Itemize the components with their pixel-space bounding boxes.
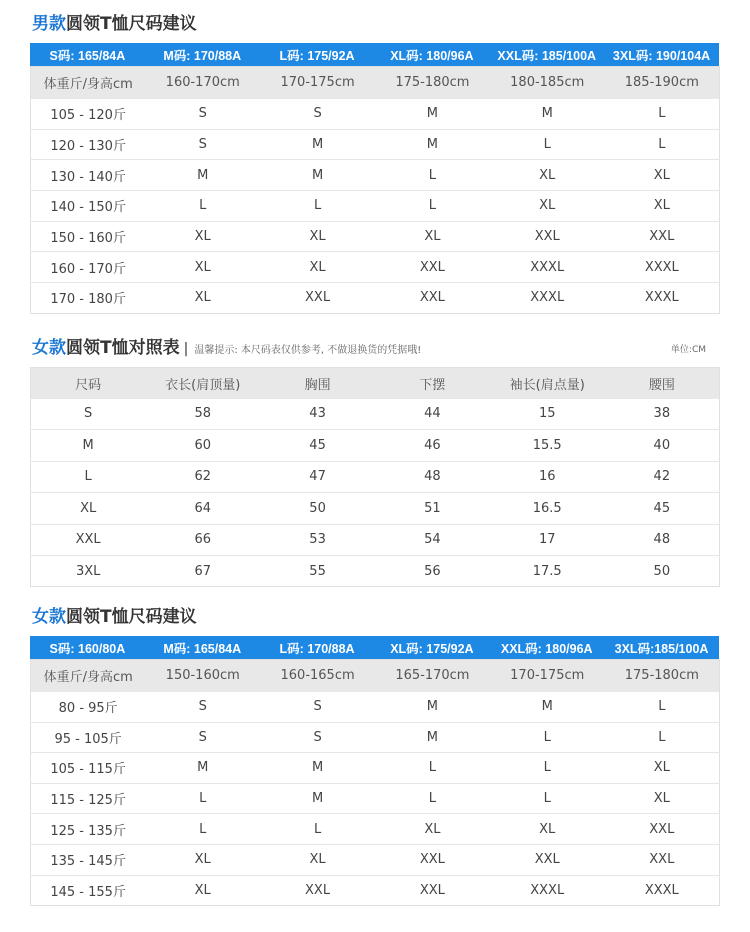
size-cell: L — [260, 191, 375, 222]
size-cell: XXXL — [605, 283, 720, 314]
size-cell: XXL — [260, 875, 375, 906]
size-cell: S — [145, 722, 260, 753]
men-size-bar — [30, 43, 719, 66]
size-cell: XL — [375, 814, 490, 845]
table-row — [31, 99, 720, 130]
header-cell: 180-185cm — [490, 67, 605, 99]
size-cell: XXXL — [605, 875, 720, 906]
men-size-title — [32, 9, 197, 34]
size-cell: L — [375, 191, 490, 222]
women-measure-table — [30, 367, 720, 587]
row-label-cell: S — [31, 399, 146, 430]
size-cell: XXL — [605, 814, 720, 845]
table-header-row — [31, 660, 720, 692]
header-cell: 175-180cm — [605, 660, 720, 692]
size-cell: 50 — [605, 555, 720, 586]
row-label-cell: 170 - 180斤 — [31, 283, 146, 314]
size-cell: 15 — [490, 399, 605, 430]
table-header-row — [31, 67, 720, 99]
size-cell: M — [375, 129, 490, 160]
size-cell: 16.5 — [490, 493, 605, 524]
size-cell: M — [260, 129, 375, 160]
table-row — [31, 783, 720, 814]
header-cell: 腰围 — [605, 368, 720, 399]
size-cell: XXXL — [490, 252, 605, 283]
size-cell: 43 — [260, 399, 375, 430]
header-cell: 185-190cm — [605, 67, 720, 99]
size-bar-item: M码: 170/88A — [163, 48, 242, 63]
tip-text: | 温馨提示: 本尺码表仅供参考, 不做退换货的凭据哦! — [183, 341, 422, 357]
size-cell: XL — [145, 252, 260, 283]
table-header-row — [31, 368, 720, 399]
size-cell: L — [260, 814, 375, 845]
size-bar-item: L码: 175/92A — [279, 48, 355, 63]
size-cell: 62 — [145, 461, 260, 492]
header-cell: 170-175cm — [260, 67, 375, 99]
size-cell: M — [260, 753, 375, 784]
size-cell: 66 — [145, 524, 260, 555]
row-label-cell: 130 - 140斤 — [31, 160, 146, 191]
table-row — [31, 399, 720, 430]
men-title-highlight: 男款 — [32, 14, 66, 34]
size-cell: 47 — [260, 461, 375, 492]
size-cell: XL — [260, 252, 375, 283]
size-cell: M — [260, 160, 375, 191]
size-cell: XXL — [260, 283, 375, 314]
size-cell: XL — [605, 191, 720, 222]
size-cell: 48 — [375, 461, 490, 492]
table-row — [31, 753, 720, 784]
size-cell: 64 — [145, 493, 260, 524]
size-cell: S — [260, 99, 375, 130]
size-cell: XXL — [605, 221, 720, 252]
row-label-cell: M — [31, 430, 146, 461]
size-cell: 17 — [490, 524, 605, 555]
size-cell: XXL — [375, 875, 490, 906]
size-cell: L — [490, 753, 605, 784]
size-cell: XXL — [375, 252, 490, 283]
size-cell: XXL — [490, 221, 605, 252]
size-cell: 50 — [260, 493, 375, 524]
size-cell: XL — [375, 221, 490, 252]
row-label-cell: 115 - 125斤 — [31, 783, 146, 814]
row-label-cell: 150 - 160斤 — [31, 221, 146, 252]
table-row — [31, 283, 720, 314]
size-bar-item: S码: 165/84A — [49, 48, 126, 63]
table-row — [31, 129, 720, 160]
size-cell: L — [490, 722, 605, 753]
row-label-cell: 135 - 145斤 — [31, 844, 146, 875]
size-cell: M — [145, 753, 260, 784]
table-row — [31, 252, 720, 283]
size-bar-item: M码: 165/84A — [163, 641, 242, 656]
row-label-cell: 105 - 115斤 — [31, 753, 146, 784]
size-cell: XL — [145, 221, 260, 252]
size-cell: 51 — [375, 493, 490, 524]
row-label-cell: 80 - 95斤 — [31, 692, 146, 723]
size-bar-item: XXL码: 185/100A — [497, 48, 597, 63]
size-cell: XL — [145, 844, 260, 875]
women-size-bar — [30, 636, 719, 659]
table-row — [31, 524, 720, 555]
size-cell: XXL — [375, 283, 490, 314]
header-cell: 170-175cm — [490, 660, 605, 692]
size-cell: S — [145, 129, 260, 160]
women-chart-title-text: 圆领T恤对照表 — [66, 338, 180, 358]
table-row — [31, 191, 720, 222]
size-bar-item: XL码: 175/92A — [390, 641, 474, 656]
size-bar-item: 3XL码: 190/104A — [612, 48, 711, 63]
size-cell: M — [490, 692, 605, 723]
size-cell: S — [145, 692, 260, 723]
women-chart-title — [32, 333, 421, 358]
size-cell: L — [490, 783, 605, 814]
table-row — [31, 160, 720, 191]
table-row — [31, 814, 720, 845]
size-cell: XL — [490, 191, 605, 222]
size-cell: 44 — [375, 399, 490, 430]
header-cell: 160-165cm — [260, 660, 375, 692]
size-cell: 17.5 — [490, 555, 605, 586]
size-cell: 48 — [605, 524, 720, 555]
header-cell: 体重斤/身高cm — [31, 67, 146, 99]
size-cell: M — [260, 783, 375, 814]
header-cell: 150-160cm — [145, 660, 260, 692]
row-label-cell: L — [31, 461, 146, 492]
size-cell: XXXL — [490, 283, 605, 314]
size-cell: L — [145, 191, 260, 222]
men-size-table — [30, 66, 720, 314]
row-label-cell: XXL — [31, 524, 146, 555]
size-cell: XL — [490, 160, 605, 191]
table-row — [31, 493, 720, 524]
size-cell: S — [145, 99, 260, 130]
size-cell: L — [375, 753, 490, 784]
women-size-title — [32, 602, 197, 627]
header-cell: 尺码 — [31, 368, 146, 399]
size-cell: L — [375, 783, 490, 814]
size-cell: M — [490, 99, 605, 130]
women-size-title-highlight: 女款 — [32, 607, 66, 627]
size-cell: M — [375, 692, 490, 723]
table-row — [31, 844, 720, 875]
size-bar-item: XL码: 180/96A — [390, 48, 474, 63]
size-cell: 40 — [605, 430, 720, 461]
header-cell: 袖长(肩点量) — [490, 368, 605, 399]
size-cell: XXXL — [490, 875, 605, 906]
size-cell: L — [605, 692, 720, 723]
size-cell: M — [375, 99, 490, 130]
row-label-cell: 105 - 120斤 — [31, 99, 146, 130]
table-row — [31, 692, 720, 723]
table-row — [31, 555, 720, 586]
size-cell: S — [260, 722, 375, 753]
header-cell: 下摆 — [375, 368, 490, 399]
size-cell: L — [145, 783, 260, 814]
size-cell: 38 — [605, 399, 720, 430]
table-row — [31, 221, 720, 252]
size-cell: L — [490, 129, 605, 160]
size-cell: 42 — [605, 461, 720, 492]
unit-label: 单位:CM — [670, 345, 706, 355]
header-cell: 160-170cm — [145, 67, 260, 99]
size-cell: M — [375, 722, 490, 753]
men-title-text: 圆领T恤尺码建议 — [66, 14, 197, 34]
size-cell: S — [260, 692, 375, 723]
table-row — [31, 875, 720, 906]
header-cell: 胸围 — [260, 368, 375, 399]
header-cell: 衣长(肩顶量) — [145, 368, 260, 399]
table-row — [31, 461, 720, 492]
size-cell: XXL — [605, 844, 720, 875]
women-size-table — [30, 659, 720, 906]
table-row — [31, 722, 720, 753]
size-cell: XXXL — [605, 252, 720, 283]
table-row — [31, 430, 720, 461]
size-bar-item: 3XL码:185/100A — [614, 641, 709, 656]
header-cell: 175-180cm — [375, 67, 490, 99]
women-size-title-text: 圆领T恤尺码建议 — [66, 607, 197, 627]
size-cell: XL — [260, 221, 375, 252]
size-cell: 60 — [145, 430, 260, 461]
size-cell: 46 — [375, 430, 490, 461]
row-label-cell: 140 - 150斤 — [31, 191, 146, 222]
size-cell: 45 — [605, 493, 720, 524]
row-label-cell: 95 - 105斤 — [31, 722, 146, 753]
size-cell: 67 — [145, 555, 260, 586]
size-cell: XL — [490, 814, 605, 845]
size-cell: L — [145, 814, 260, 845]
size-cell: XL — [145, 875, 260, 906]
women-chart-title-highlight: 女款 — [32, 338, 66, 358]
tip-message: 温馨提示: 本尺码表仅供参考, 不做退换货的凭据哦! — [194, 345, 422, 356]
size-bar-item: S码: 160/80A — [49, 641, 126, 656]
size-cell: L — [605, 129, 720, 160]
size-cell: 55 — [260, 555, 375, 586]
size-cell: XL — [145, 283, 260, 314]
size-cell: XL — [605, 753, 720, 784]
size-cell: M — [145, 160, 260, 191]
size-cell: XXL — [375, 844, 490, 875]
row-label-cell: 160 - 170斤 — [31, 252, 146, 283]
size-cell: XL — [605, 160, 720, 191]
row-label-cell: 125 - 135斤 — [31, 814, 146, 845]
size-cell: 53 — [260, 524, 375, 555]
row-label-cell: 3XL — [31, 555, 146, 586]
size-cell: 15.5 — [490, 430, 605, 461]
size-cell: L — [375, 160, 490, 191]
size-cell: XL — [605, 783, 720, 814]
header-cell: 165-170cm — [375, 660, 490, 692]
size-cell: 58 — [145, 399, 260, 430]
size-bar-item: L码: 170/88A — [279, 641, 355, 656]
size-cell: L — [605, 99, 720, 130]
row-label-cell: XL — [31, 493, 146, 524]
size-cell: XXL — [490, 844, 605, 875]
size-cell: 56 — [375, 555, 490, 586]
size-cell: XL — [260, 844, 375, 875]
size-cell: 16 — [490, 461, 605, 492]
size-bar-item: XXL码: 180/96A — [500, 641, 593, 656]
row-label-cell: 145 - 155斤 — [31, 875, 146, 906]
size-cell: 45 — [260, 430, 375, 461]
row-label-cell: 120 - 130斤 — [31, 129, 146, 160]
header-cell: 体重斤/身高cm — [31, 660, 146, 692]
size-cell: L — [605, 722, 720, 753]
size-cell: 54 — [375, 524, 490, 555]
